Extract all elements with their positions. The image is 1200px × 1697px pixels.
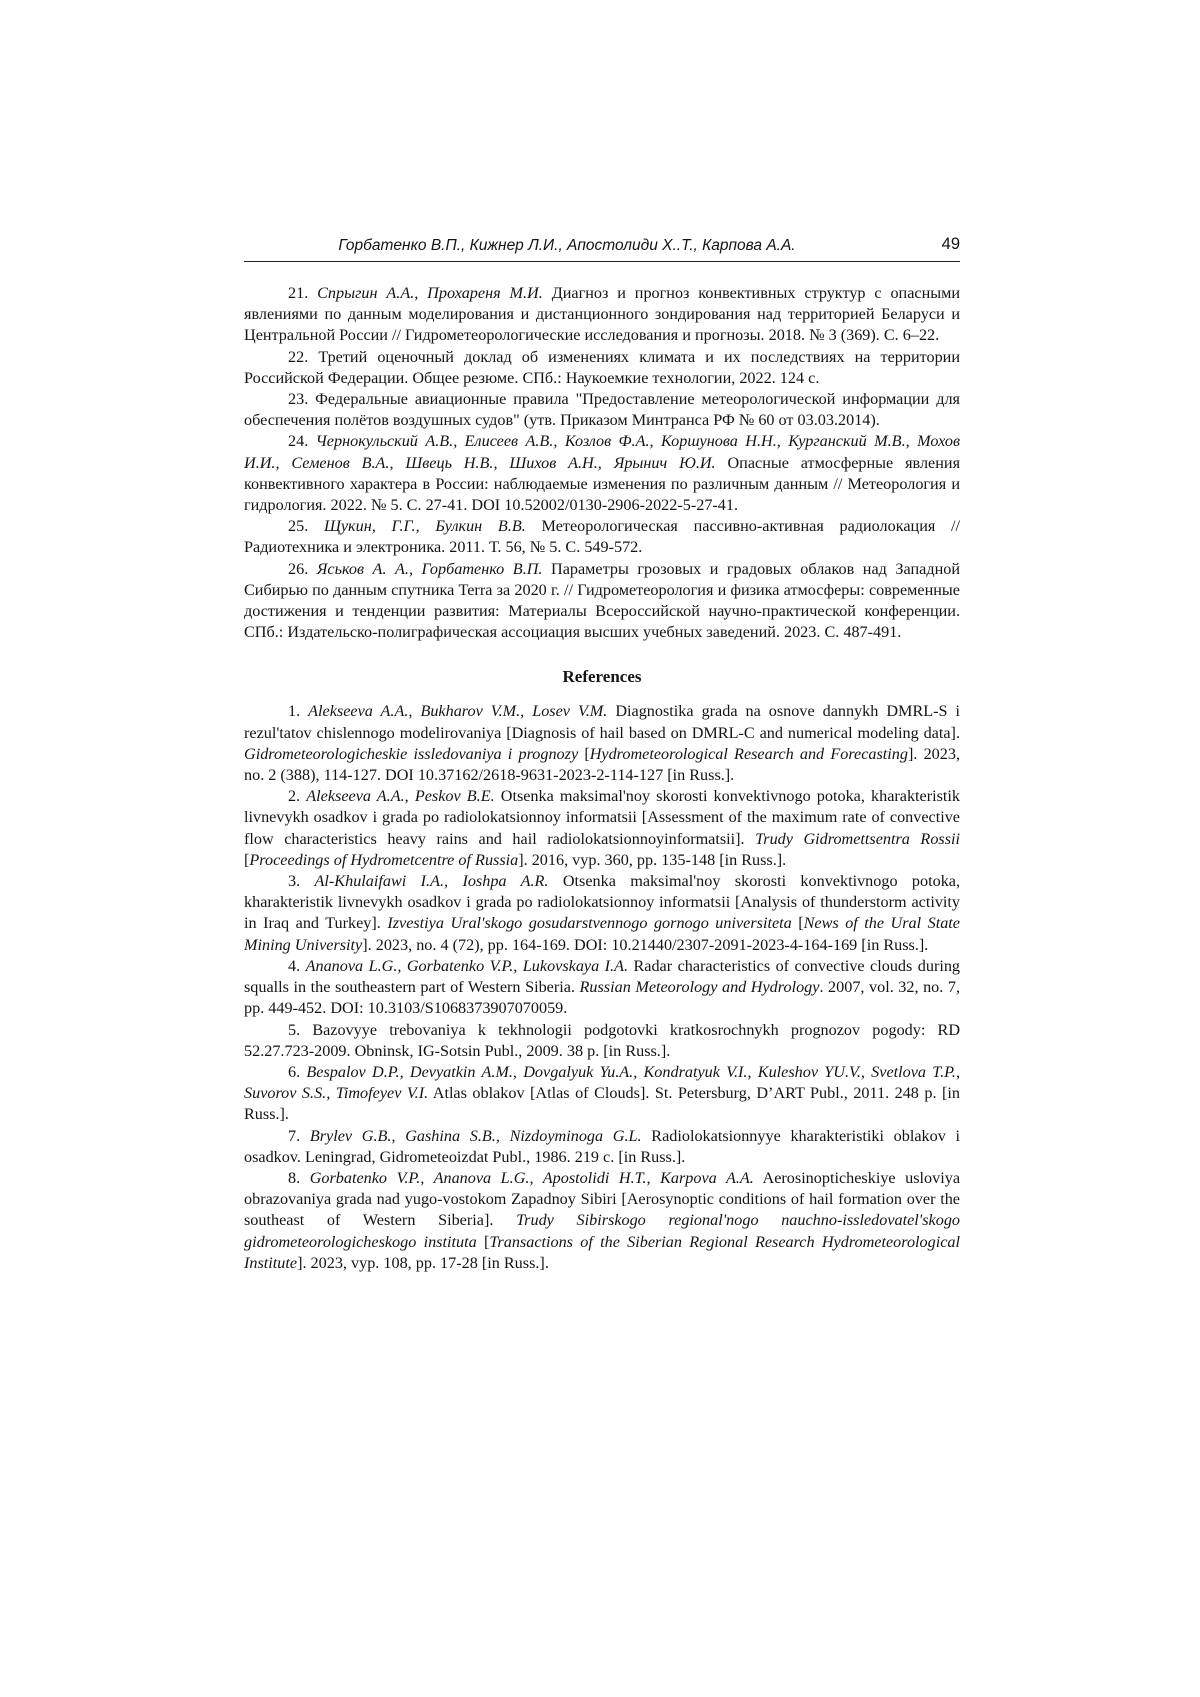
- reference-entry: 21. Спрыгин А.А., Прохареня М.И. Диагноз и прогноз конвективных структур с опасными явлениями по данным моделирования и дистанционного зондирования над территорией Беларуси и Центральной России // Гидрометеорологические исследования и прогнозы. 2018. № 3 (369). С. 6–22.: [244, 284, 961, 345]
- reference-journal: Russian Meteorology and Hydrology: [579, 978, 820, 997]
- english-reference-list: [244, 701, 960, 1273]
- reference-entry: 22. Третий оценочный доклад об изменениях климата и их последствиях на территории Российской Федерации. Общее резюме. СПб.: Наукоемкие технологии, 2022. 124 с.: [244, 347, 961, 387]
- reference-journal-translation: News of the Ural State Mining University: [244, 914, 960, 954]
- running-head-authors: Горбатенко В.П., Кижнер Л.И., Апостолиди Х..Т., Карпова А.А.: [338, 237, 796, 254]
- reference-authors: Gorbatenko V.P., Ananova L.G., Apostolidi H.T., Karpova A.A.: [309, 1168, 754, 1187]
- reference-entry: 5. Bazovyye trebovaniya k tekhnologii podgotovki kratkosrochnykh prognozov pogody: RD 52.27.723-2009. Obninsk, IG-Sotsin Publ., 2009. 38 p. [in Russ.].: [244, 1020, 961, 1060]
- reference-journal: Gidrometeorologicheskie issledovaniya i prognozy: [244, 744, 579, 763]
- reference-authors: Ananova L.G., Gorbatenko V.P., Lukovskaya I.A.: [305, 956, 629, 975]
- reference-entry: 3. Al-Khulaifawi I.A., Ioshpa A.R. Otsenka maksimal'noy skorosti konvektivnogo potoka, kharakteristik livnevykh osadkov i grada po radiolokatsionnoy informatsii [Analysis of thunderstorm activity in Iraq and Turkey]. Izvestiya Ural'skogo gosudarstvennogo gornogo universiteta [News of the Ural State Mining University]. 2023, no. 4 (72), pp. 164-169. DOI: 10.21440/2307-2091-2023-4-164-169 [in Russ.].: [244, 872, 961, 954]
- reference-entry: 23. Федеральные авиационные правила "Предоставление метеорологической информации для обеспечения полётов воздушных судов" (утв. Приказом Минтранса РФ № 60 от 03.03.2014).: [244, 390, 961, 430]
- reference-entry: 1. Alekseeva A.A., Bukharov V.M., Losev V.M. Diagnostika grada na osnove dannykh DMRL-S i rezul'tatov chislennogo modelirovaniya [Diagnosis of hail based on DMRL-C and numerical modeling data]. Gidrometeorologicheskie issledovaniya i prognozy [Hydrometeorological Research and Forecasting]. 2023, no. 2 (388), 114-127. DOI 10.37162/2618-9631-2023-2-114-127 [in Russ.].: [244, 702, 961, 785]
- reference-authors: Al-Khulaifawi I.A., Ioshpa A.R.: [314, 872, 549, 891]
- reference-authors: Brylev G.B., Gashina S.B., Nizdoyminoga G.L.: [309, 1126, 642, 1145]
- reference-entry: 6. Bespalov D.P., Devyatkin A.M., Dovgalyuk Yu.A., Kondratyuk V.I., Kuleshov YU.V., Svetlova T.P., Suvorov S.S., Timofeyev V.I. Atlas oblakov [Atlas of Clouds]. St. Petersburg, D’ART Publ., 2011. 248 p. [in Russ.].: [244, 1062, 961, 1124]
- reference-journal: Izvestiya Ural'skogo gosudarstvennogo gornogo universiteta: [387, 914, 792, 933]
- reference-journal-translation: Hydrometeorological Research and Forecasting: [589, 744, 908, 763]
- reference-authors: Спрыгин А.А., Прохареня М.И.: [317, 284, 543, 302]
- reference-authors: Щукин, Г.Г., Булкин В.В.: [323, 517, 526, 536]
- reference-journal: Trudy Sibirskogo regional'nogo nauchno-issledovatel'skogo gidrometeorologicheskogo instituta: [244, 1211, 961, 1251]
- page-header: [244, 233, 960, 262]
- reference-entry: 25. Щукин, Г.Г., Булкин В.В. Метеорологическая пассивно-активная радиолокация // Радиотехника и электроника. 2011. Т. 56, № 5. С. 549-572.: [244, 517, 961, 557]
- reference-entry: 2. Alekseeva A.A., Peskov B.E. Otsenka maksimal'noy skorosti konvektivnogo potoka, kharakteristik livnevykh osadkov i grada po radiolokatsionnoy informatsii [Assessment of the maximum rate of convective flow characteristics heavy rains and hail radiolokatsionnoyinformatsii]. Trudy Gidromettsentra Rossii [Proceedings of Hydrometcentre of Russia]. 2016, vyp. 360, pp. 135-148 [in Russ.].: [244, 787, 961, 869]
- reference-journal-translation: Transactions of the Siberian Regional Research Hydrometeorological Institute: [244, 1232, 961, 1272]
- reference-authors: Чернокульский А.В., Елисеев А.В., Козлов Ф.А., Коршунова Н.Н., Курганский М.В., Мохов И.И., Семенов В.А., Швець Н.В., Шихов А.Н., Ярынич Ю.И.: [244, 432, 961, 472]
- reference-authors: Яськов А. А., Горбатенко В.П.: [316, 559, 543, 578]
- reference-entry: 8. Gorbatenko V.P., Ananova L.G., Apostolidi H.T., Karpova A.A. Aerosinopticheskiye usloviya obrazovaniya grada nad yugo-vostokom Zapadnoy Sibiri [Aerosynoptic conditions of hail formation over the southeast of Western Siberia]. Trudy Sibirskogo regional'nogo nauchno-issledovatel'skogo gidrometeorologicheskogo instituta [Transactions of the Siberian Regional Research Hydrometeorological Institute]. 2023, vyp. 108, pp. 17-28 [in Russ.].: [244, 1168, 961, 1272]
- reference-entry: 26. Яськов А. А., Горбатенко В.П. Параметры грозовых и градовых облаков над Западной Сибирью по данным спутника Terra за 2020 г. // Гидрометеорология и физика атмосферы: современные достижения и тенденции развития: Материалы Всероссийской научно-практической конференции. СПб.: Издательско-полиграфическая ассоциация высших учебных заведений. 2023. С. 487-491.: [244, 559, 960, 642]
- reference-authors: Bespalov D.P., Devyatkin A.M., Dovgalyuk Yu.A., Kondratyuk V.I., Kuleshov YU.V., Svetlova T.P., Suvorov S.S., Timofeyev V.I.: [244, 1062, 961, 1103]
- reference-journal: Trudy Gidromettsentra Rossii: [755, 829, 961, 848]
- reference-authors: Alekseeva A.A., Bukharov V.M., Losev V.M.: [308, 702, 608, 721]
- reference-authors: Alekseeva A.A., Peskov B.E.: [306, 787, 495, 806]
- references-heading: References: [562, 667, 642, 687]
- page-number: 49: [941, 235, 960, 253]
- reference-entry: 4. Ananova L.G., Gorbatenko V.P., Lukovskaya I.A. Radar characteristics of convective clouds during squalls in the southeastern part of Western Siberia. Russian Meteorology and Hydrology. 2007, vol. 32, no. 7, pp. 449-452. DOI: 10.3103/S1068373907070059.: [244, 956, 961, 1018]
- page-content: [244, 283, 960, 1274]
- russian-reference-list: [244, 283, 960, 643]
- reference-entry: 24. Чернокульский А.В., Елисеев А.В., Козлов Ф.А., Коршунова Н.Н., Курганский М.В., Мохов И.И., Семенов В.А., Швець Н.В., Шихов А.Н., Ярынич Ю.И. Опасные атмосферные явления конвективного характера в России: наблюдаемые изменения по различным данным // Метеорология и гидрология. 2022. № 5. С. 27-41. DOI 10.52002/0130-2906-2022-5-27-41.: [244, 432, 961, 515]
- reference-journal-translation: Proceedings of Hydrometcentre of Russia: [249, 850, 519, 869]
- reference-entry: 7. Brylev G.B., Gashina S.B., Nizdoyminoga G.L. Radiolokatsionnyye kharakteristiki oblakov i osadkov. Leningrad, Gidrometeoizdat Publ., 1986. 219 c. [in Russ.].: [244, 1126, 960, 1166]
